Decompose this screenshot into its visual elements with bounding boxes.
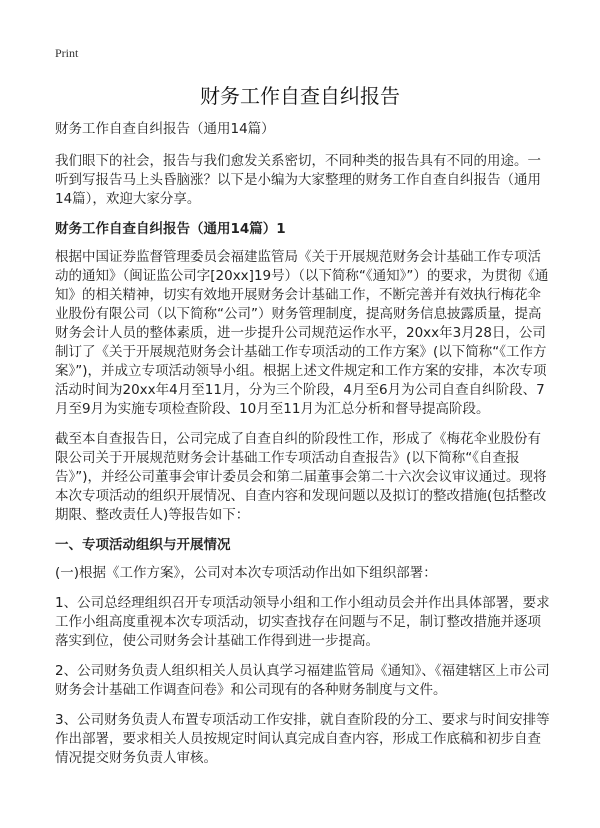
section-heading-1: 财务工作自查自纠报告（通用14篇）1 xyxy=(55,221,286,237)
paragraph-1: 根据中国证券监督管理委员会福建监管局《关于开展规范财务会计基础工作专项活动的通知》（闽证监公司字[20xx]19号）（以下简称“《通知》”）的要求，为贯彻《通知》的相关精神，切实有效地开展财务会计基础工作，不断完善并有效执行梅花伞业股份有限公司（以下简称“公司”）财务管理制度，提高财务信息披露质量，提高财务会计人员的整体素质，进一步提升公司规范运作水平，20xx年3月28日，公司制订了《关于开展规范财务会计基础工作专项活动的工作方案》(以下简称“《工作方案》”)，并成立专项活动领导小组。根据上述文件规定和工作方案的安排，本次专项活动时间为20xx年4月至11月，分为三个阶段，4月至6月为公司自查自纠阶段、7月至9月为实施专项检查阶段、10月至11月为汇总分析和督导提高阶段。 xyxy=(55,249,549,417)
paragraph-3: (一)根据《工作方案》，公司对本次专项活动作出如下组织部署： xyxy=(55,565,437,581)
print-link[interactable]: Print xyxy=(55,46,79,60)
page-title: 财务工作自查自纠报告 xyxy=(200,84,400,108)
section-heading-2: 一、专项活动组织与开展情况 xyxy=(55,537,231,553)
list-item-1: 1、公司总经理组织召开专项活动领导小组和工作小组动员会并作出具体部署，要求工作小组高度重视本次专项活动，切实查找存在问题与不足，制订整改措施并逐项落实到位，使公司财务会计基础工作得到进一步提高。 xyxy=(55,595,550,649)
list-item-2: 2、公司财务负责人组织相关人员认真学习福建监管局《通知》、《福建辖区上市公司财务会计基础工作调查问卷》和公司现有的各种财务制度与文件。 xyxy=(55,663,550,698)
list-item-3: 3、公司财务负责人布置专项活动工作安排，就自查阶段的分工、要求与时间安排等作出部署，要求相关人员按规定时间认真完成自查内容，形成工作底稿和初步自查情况提交财务负责人审核。 xyxy=(55,712,550,766)
paragraph-2: 截至本自查报告日，公司完成了自查自纠的阶段性工作，形成了《梅花伞业股份有限公司关于开展规范财务会计基础工作专项活动自查报告》(以下简称“《自查报告》”)，并经公司董事会审计委员会和第二届董事会第二十六次会议审议通过。现将本次专项活动的组织开展情况、自查内容和发现问题以及拟订的整改措施(包括整改期限、整改责任人)等报告如下： xyxy=(55,431,547,523)
intro-paragraph: 我们眼下的社会，报告与我们愈发关系密切，不同种类的报告具有不同的用途。一听到写报告马上头昏脑涨？以下是小编为大家整理的财务工作自查自纠报告（通用14篇），欢迎大家分享。 xyxy=(55,153,541,207)
document-subtitle: 财务工作自查自纠报告（通用14篇） xyxy=(55,121,275,137)
document-body xyxy=(55,120,550,779)
